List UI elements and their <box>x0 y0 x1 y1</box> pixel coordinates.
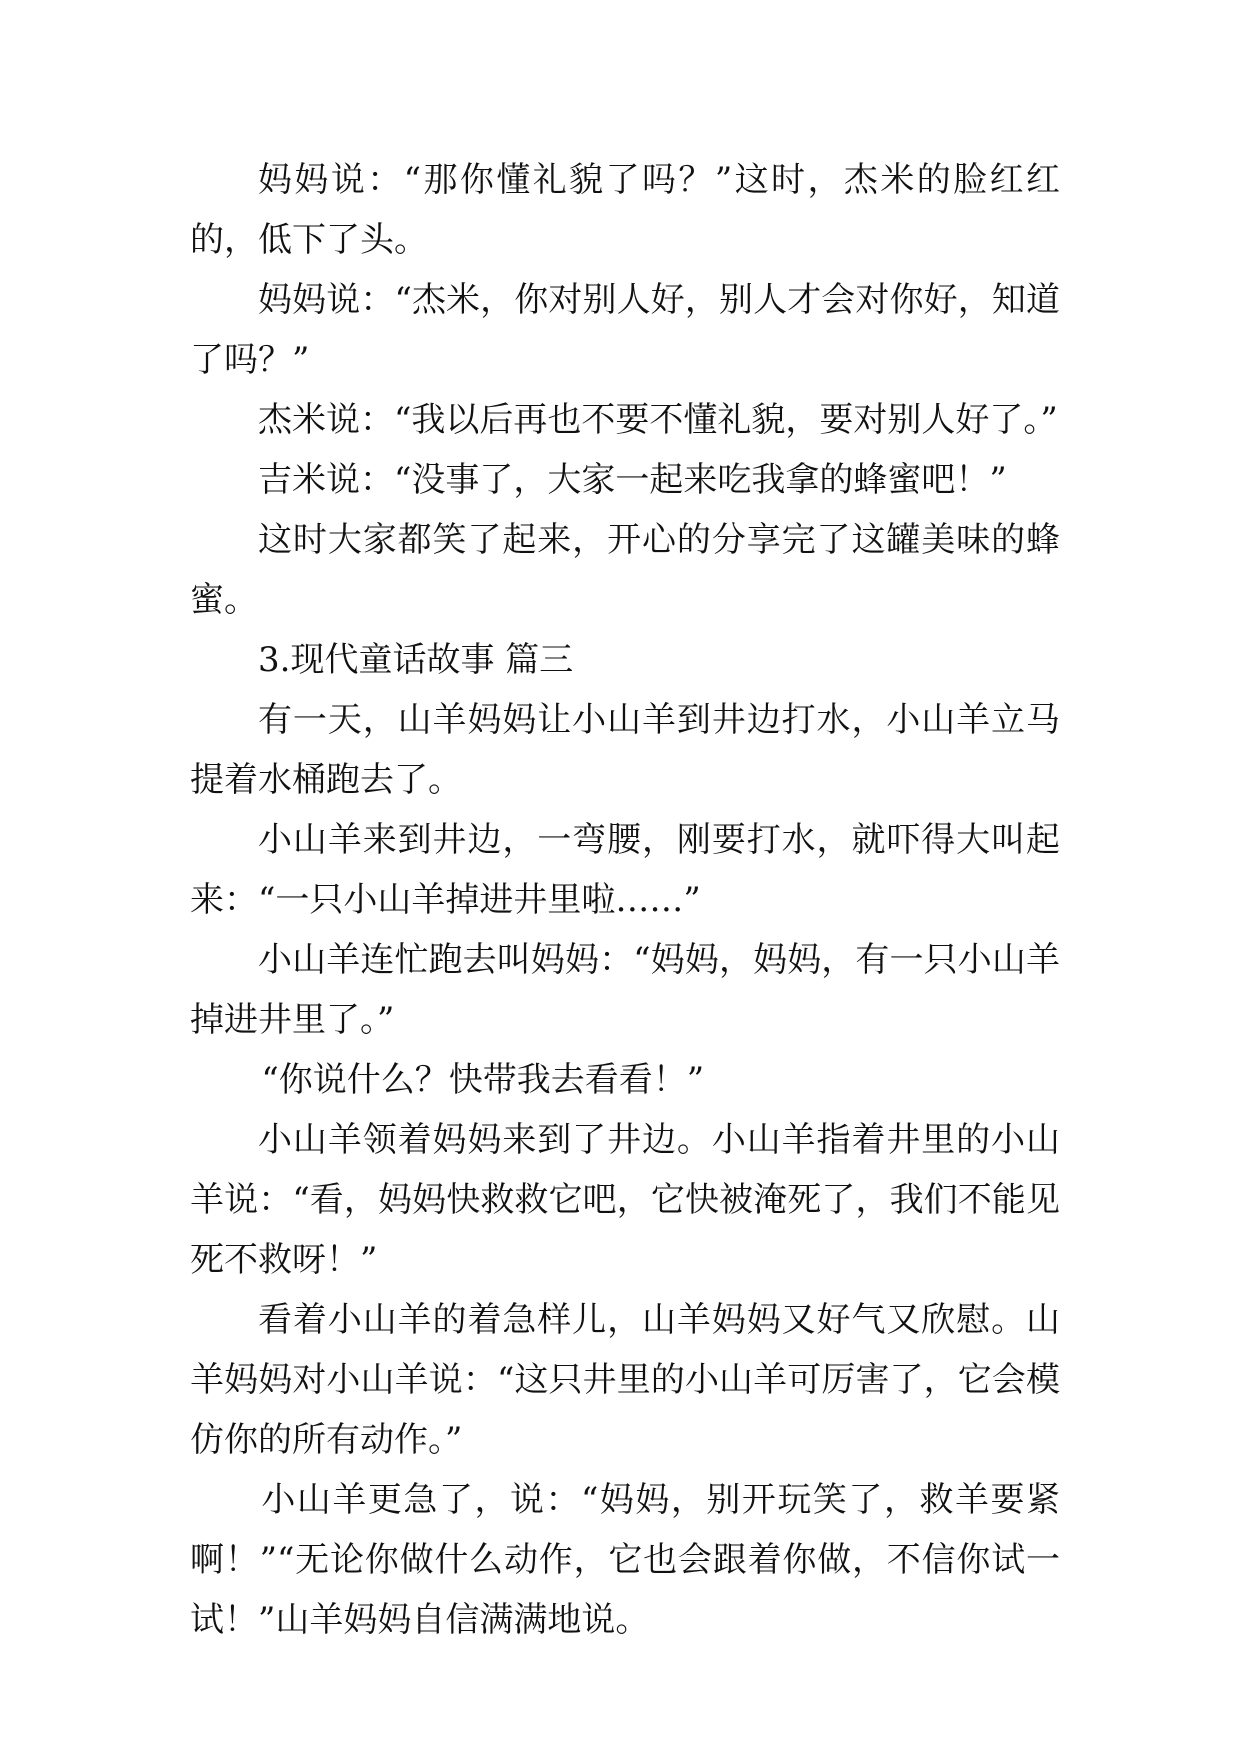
paragraph: 杰米说：“我以后再也不要不懂礼貌，要对别人好了。” <box>258 400 1058 440</box>
paragraph: 小山羊领着妈妈来到了井边。小山羊指着井里的小山羊说：“看，妈妈快救救它吧，它快被淹死了，我们不能见死不救呀！” <box>190 1120 1060 1280</box>
paragraph: 妈妈说：“杰米，你对别人好，别人才会对你好，知道了吗？” <box>190 280 1060 380</box>
paragraph: “你说什么？快带我去看看！” <box>261 1060 705 1100</box>
paragraph: 看着小山羊的着急样儿，山羊妈妈又好气又欣慰。山羊妈妈对小山羊说：“这只井里的小山羊可厉害了，它会模仿你的所有动作。” <box>190 1300 1060 1460</box>
document-body <box>190 150 1060 1650</box>
paragraph: 小山羊连忙跑去叫妈妈：“妈妈，妈妈，有一只小山羊掉进井里了。” <box>190 940 1060 1040</box>
paragraph: 小山羊更急了，说：“妈妈，别开玩笑了，救羊要紧啊！”“无论你做什么动作，它也会跟着你做，不信你试一试！”山羊妈妈自信满满地说。 <box>190 1480 1060 1640</box>
paragraph: 小山羊来到井边，一弯腰，刚要打水，就吓得大叫起来：“一只小山羊掉进井里啦……” <box>190 820 1060 920</box>
paragraph: 有一天，山羊妈妈让小山羊到井边打水，小山羊立马提着水桶跑去了。 <box>190 700 1060 800</box>
paragraph: 吉米说：“没事了，大家一起来吃我拿的蜂蜜吧！” <box>258 460 1007 500</box>
paragraph: 妈妈说：“那你懂礼貌了吗？”这时，杰米的脸红红的，低下了头。 <box>190 160 1060 260</box>
section-heading: 3.现代童话故事 篇三 <box>258 640 574 680</box>
paragraph: 这时大家都笑了起来，开心的分享完了这罐美味的蜂蜜。 <box>190 520 1060 620</box>
